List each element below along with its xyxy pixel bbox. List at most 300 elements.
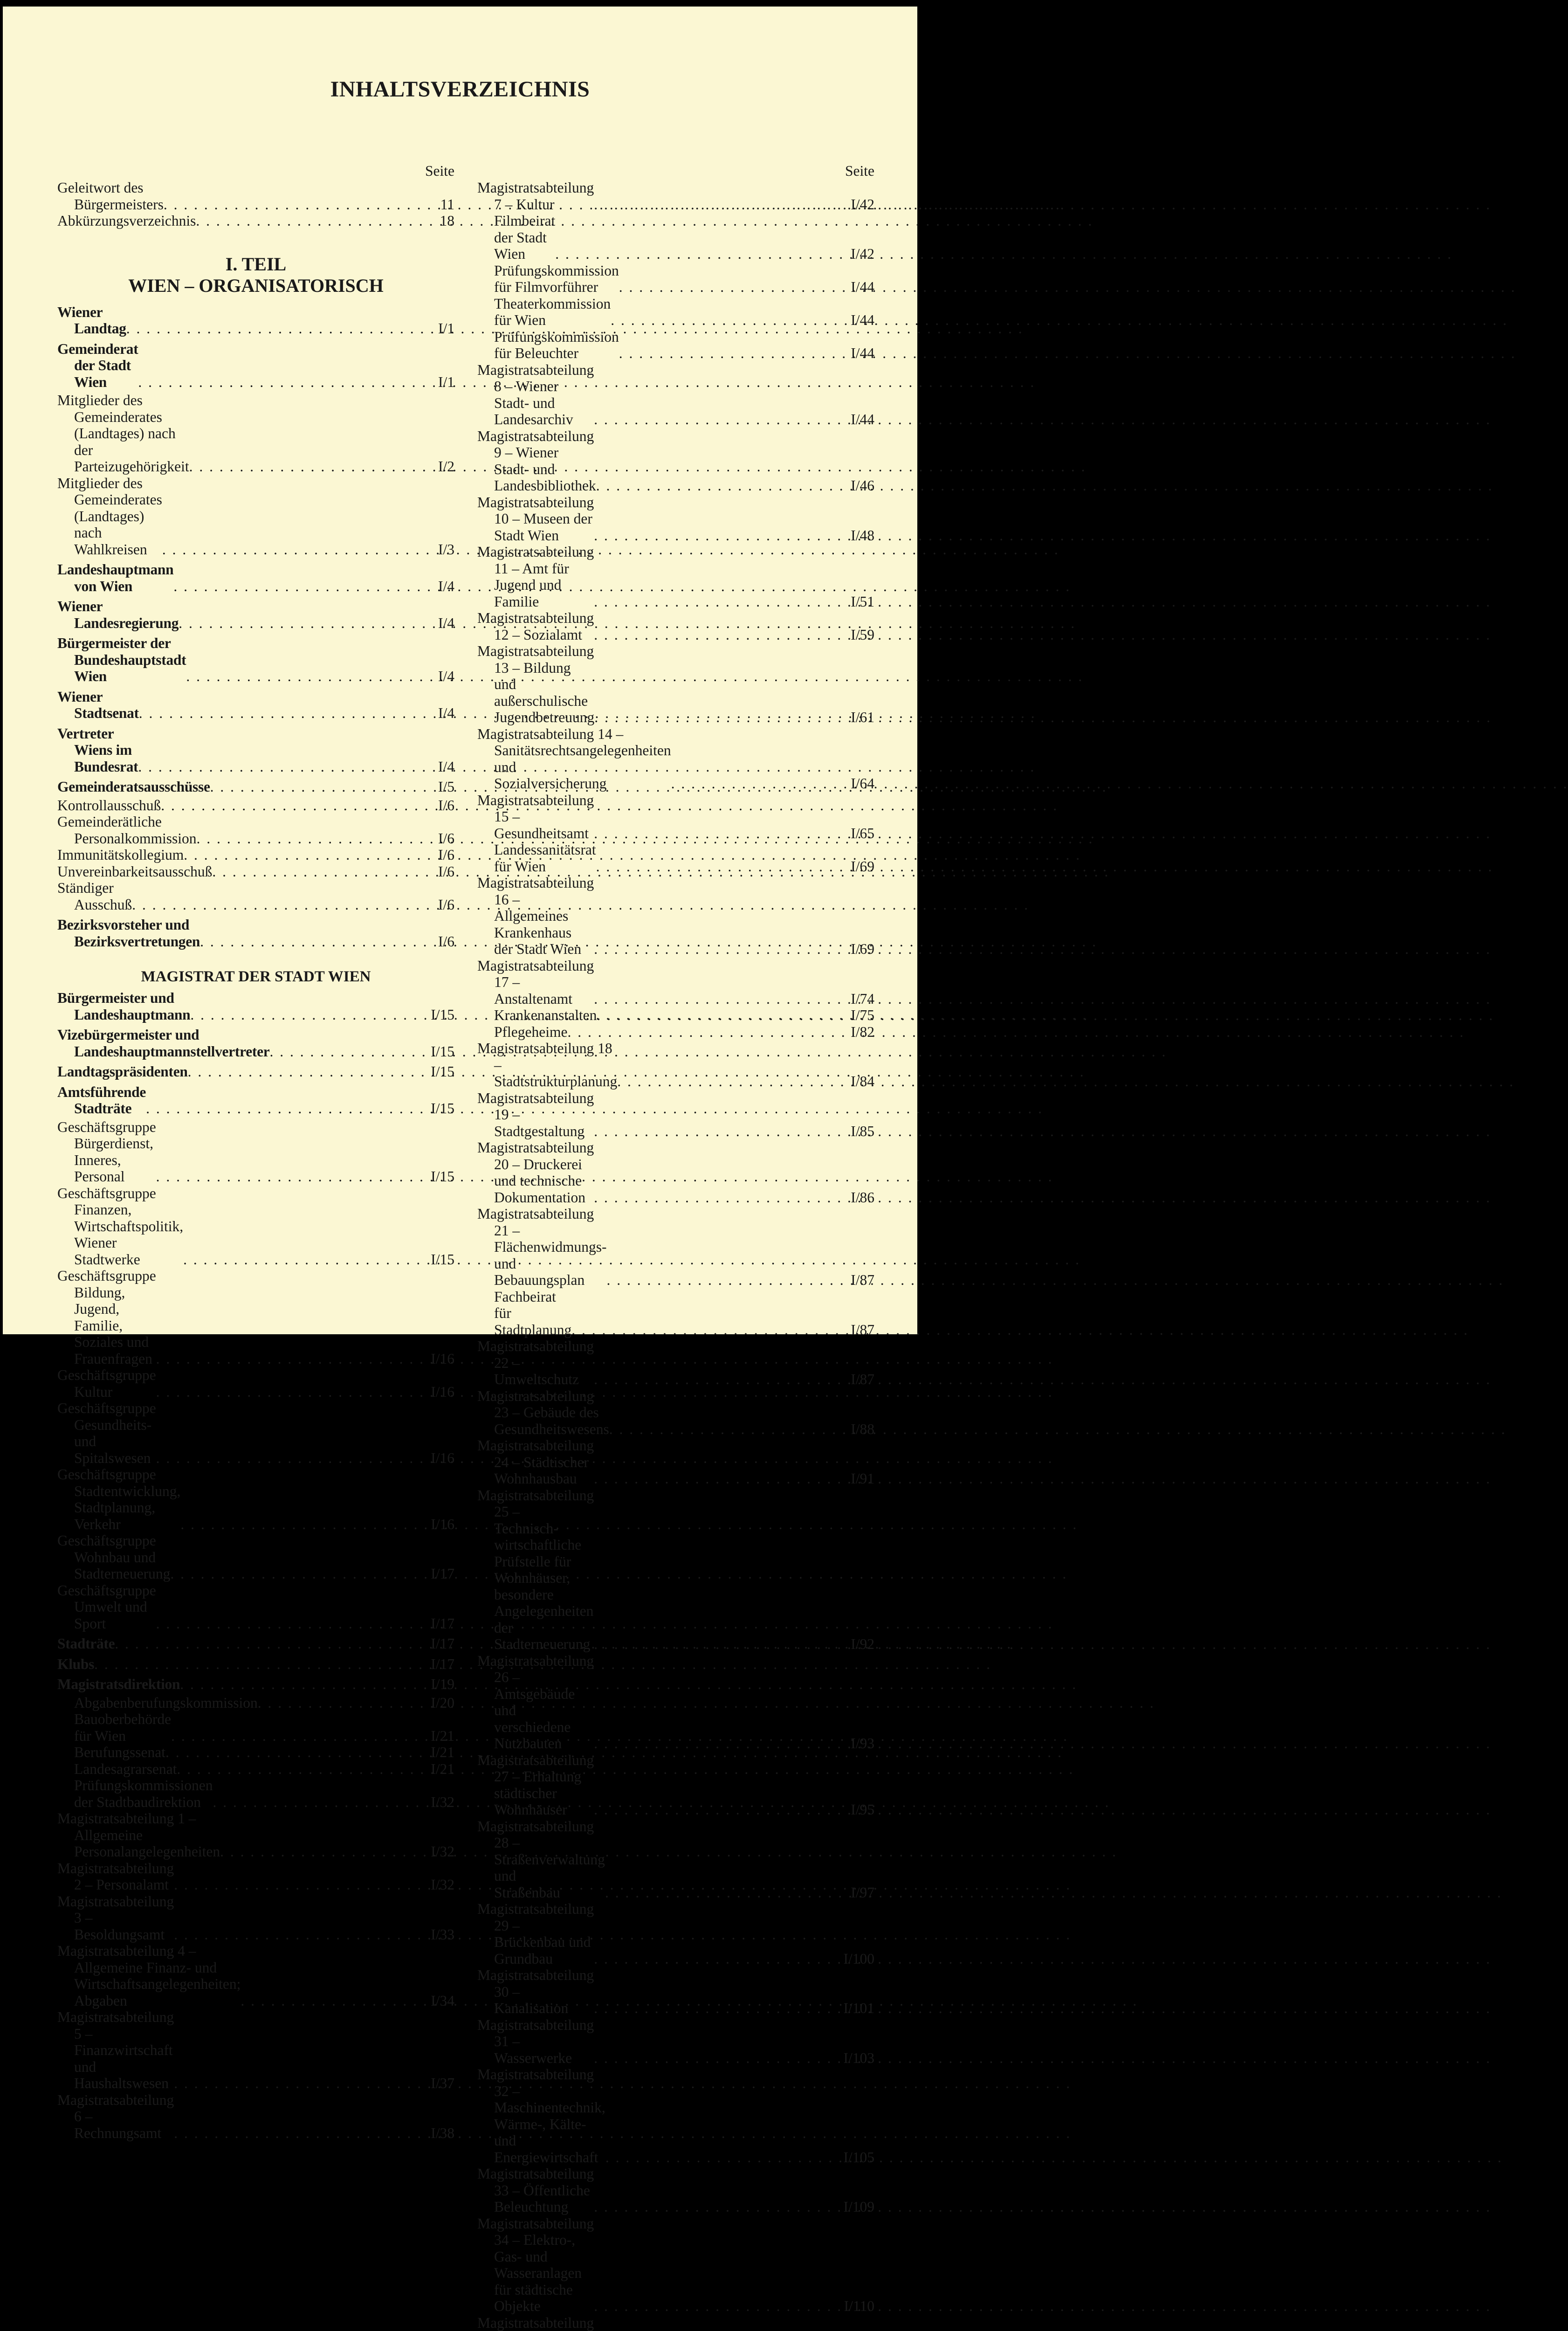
dot-leader xyxy=(594,941,842,958)
dot-leader xyxy=(165,1744,422,1761)
dot-leader xyxy=(619,279,842,296)
toc-entry-title: Berufungssenat xyxy=(57,1744,165,1761)
toc-entry-title: Bauoberbehörde für Wien xyxy=(57,1711,171,1744)
dot-leader xyxy=(241,1993,422,2009)
dot-leader xyxy=(173,578,422,595)
toc-entry-title: Krankenanstalten xyxy=(477,1007,597,1024)
dot-leader xyxy=(161,797,422,814)
toc-entry-page: I/92 xyxy=(842,1636,874,1653)
toc-entry-page: I/93 xyxy=(842,1735,874,1752)
toc-entry-title: Bezirksvorsteher und Bezirksvertretungen xyxy=(57,917,200,950)
dot-leader xyxy=(174,2125,422,2142)
toc-left-column xyxy=(57,163,454,2141)
toc-entry-page: I/69 xyxy=(842,941,874,958)
seite-header: Seite xyxy=(57,163,454,179)
dot-leader xyxy=(606,1272,842,1289)
dot-leader xyxy=(594,593,842,610)
section-title-magistrat: MAGISTRAT DER STADT WIEN xyxy=(57,967,454,986)
dot-leader xyxy=(174,1926,422,1943)
toc-intro-list xyxy=(57,179,454,229)
toc-entry xyxy=(57,1744,454,1761)
toc-entry-page: I/91 xyxy=(842,1470,874,1487)
toc-entry xyxy=(57,2092,454,2142)
toc-entry-page: I/37 xyxy=(422,2075,454,2092)
toc-entry-page: I/32 xyxy=(422,1843,454,1860)
dot-leader xyxy=(594,1951,842,1967)
toc-entry-page: I/16 xyxy=(422,1450,454,1467)
toc-entry xyxy=(477,1437,874,1487)
toc-entry xyxy=(57,598,454,631)
toc-entry-title: Landeshauptmann von Wien xyxy=(57,561,173,594)
toc-entry-page: I/4 xyxy=(422,705,454,722)
dot-leader xyxy=(594,411,842,428)
toc-entry xyxy=(477,1040,874,1090)
dot-leader xyxy=(594,2050,842,2067)
dot-leader xyxy=(180,1516,422,1533)
dot-leader xyxy=(594,1735,842,1752)
dot-leader xyxy=(269,1043,422,1060)
toc-entry-page: I/103 xyxy=(842,2050,874,2067)
toc-entry-page: 11 xyxy=(422,196,454,213)
dot-leader xyxy=(258,1695,422,1711)
dot-leader xyxy=(164,196,422,213)
toc-entry-title: Wiener Landesregierung xyxy=(57,598,179,631)
toc-entry-title: Magistratsabteilung 3 – Besoldungsamt xyxy=(57,1893,174,1943)
toc-entry-title: Magistratsabteilung 25 – Technisch-wirtschaftliche Prüfstelle für Wohnhäuser, besondere Angelegenheiten der Stadterneuerung xyxy=(477,1487,594,1653)
toc-entry xyxy=(477,958,874,1007)
toc-entry-title: Magistratsabteilung 29 – Brückenbau und Grundbau xyxy=(477,1901,594,1967)
dot-leader xyxy=(596,477,842,494)
dot-leader xyxy=(138,374,422,391)
dot-leader xyxy=(611,312,842,329)
toc-entry-page: I/44 xyxy=(842,345,874,362)
toc-entry-title: Ständiger Ausschuß xyxy=(57,880,132,913)
toc-entry-title: Magistratsabteilung 18 – Stadtstrukturplanung xyxy=(477,1040,617,1090)
toc-entry-page: I/21 xyxy=(422,1761,454,1778)
toc-entry xyxy=(57,1761,454,1778)
toc-entry-title: Magistratsabteilung 6 – Rechnungsamt xyxy=(57,2092,174,2142)
toc-entry-page: I/4 xyxy=(422,615,454,632)
dot-leader xyxy=(596,858,842,875)
toc-entry-page: I/20 xyxy=(422,1695,454,1711)
toc-entry-title: Magistratsabteilung xyxy=(477,2315,594,2331)
toc-entry-title: Prüfungskommission für Filmvorführer xyxy=(477,262,619,296)
toc-entry-title: Magistratsabteilung 32 – Maschinentechnik, Wärme-, Kälte- und Energiewirtschaft xyxy=(477,2066,605,2165)
toc-entry-title: Geleitwort des Bürgermeisters xyxy=(57,179,164,213)
toc-entry xyxy=(57,990,454,1023)
toc-entry-title: Magistratsabteilung 23 – Gebäude des Gesundheitswesens xyxy=(477,1388,609,1438)
toc-entry-title: Landessanitätsrat für Wien xyxy=(477,841,596,875)
toc-entry-page: I/87 xyxy=(842,1322,874,1338)
dot-leader xyxy=(594,2199,842,2215)
toc-entry-page: I/16 xyxy=(422,1384,454,1400)
toc-entry-title: Geschäftsgruppe Kultur xyxy=(57,1367,156,1400)
dot-leader xyxy=(594,709,842,726)
toc-entry-title: Magistratsabteilung 30 – Kanalisation xyxy=(477,1967,594,2017)
dot-leader xyxy=(594,527,842,544)
toc-entry xyxy=(57,797,454,814)
toc-entry xyxy=(57,880,454,913)
toc-entry-page: I/17 xyxy=(422,1656,454,1673)
toc-entry-page: I/34 xyxy=(422,1993,454,2009)
toc-entry-title: Unvereinbarkeitsausschuß xyxy=(57,863,212,880)
dot-leader xyxy=(132,897,422,913)
toc-entry-page: I/1 xyxy=(422,374,454,391)
dot-leader xyxy=(146,1100,422,1117)
toc-entry-page: I/109 xyxy=(842,2199,874,2215)
toc-entry xyxy=(57,475,454,558)
dot-leader xyxy=(210,779,422,795)
dot-leader xyxy=(156,1168,422,1185)
dot-leader xyxy=(555,246,842,262)
toc-entry xyxy=(477,179,874,213)
toc-entry xyxy=(477,2066,874,2165)
toc-entry-title: Bürgermeister und Landeshauptmann xyxy=(57,990,190,1023)
toc-entry-title: Magistratsabteilung 21 – Flächenwidmungs- und Bebauungsplan xyxy=(477,1206,606,1289)
toc-entry-title: Magistratsabteilung 26 – Amtsgebäude und verschiedene Nutzbauten xyxy=(477,1653,594,1752)
toc-entry-page: I/48 xyxy=(842,527,874,544)
toc-entry-page: I/82 xyxy=(842,1024,874,1041)
toc-entry-page: I/16 xyxy=(422,1516,454,1533)
toc-entry-page: I/4 xyxy=(422,668,454,685)
toc-entry-page: I/42 xyxy=(842,246,874,262)
toc-entry-title: Magistratsabteilung 34 – Elektro-, Gas- und Wasseranlagen für städtische Objekte xyxy=(477,2215,594,2315)
toc-entry-title: Theaterkommission für Wien xyxy=(477,296,611,329)
toc-entry xyxy=(477,1967,874,2017)
toc-entry-page: I/51 xyxy=(842,593,874,610)
toc-entry xyxy=(477,875,874,958)
toc-entry xyxy=(57,1810,454,1860)
toc-entry-title: Magistratsabteilung 8 – Wiener Stadt- und Landesarchiv xyxy=(477,362,594,428)
dot-leader xyxy=(188,1063,422,1080)
dot-leader xyxy=(212,863,422,880)
dot-leader xyxy=(170,1565,422,1582)
dot-leader xyxy=(156,1615,422,1632)
toc-entry-page: I/100 xyxy=(842,1951,874,1967)
toc-entry-page: I/6 xyxy=(422,830,454,847)
toc-entry xyxy=(57,725,454,775)
toc-entry-title: Stadträte xyxy=(57,1635,115,1652)
toc-entry xyxy=(57,1367,454,1400)
toc-entry xyxy=(477,1752,874,1818)
toc-entry xyxy=(57,1777,454,1810)
toc-entry-title: Mitglieder des Gemeinderates (Landtages) nach der Parteizugehörigkeit xyxy=(57,392,189,475)
dot-leader xyxy=(190,1007,422,1023)
dot-leader xyxy=(174,1876,422,1893)
toc-entry xyxy=(477,544,874,610)
page-title: INHALTSVERZEICHNIS xyxy=(3,76,917,102)
toc-entry xyxy=(57,341,454,391)
toc-entry-title: Magistratsabteilung 12 – Sozialamt xyxy=(477,610,594,643)
toc-entry-title: Geschäftsgruppe Bildung, Jugend, Familie, Soziales und Frauenfragen xyxy=(57,1268,156,1367)
dot-leader xyxy=(594,1801,842,1818)
toc-entry xyxy=(57,1268,454,1367)
toc-entry xyxy=(57,213,454,229)
dot-leader xyxy=(196,213,422,229)
dot-leader xyxy=(567,1024,842,1041)
toc-entry-page: I/32 xyxy=(422,1876,454,1893)
toc-entry xyxy=(477,2215,874,2315)
toc-entry-page: I/32 xyxy=(422,1794,454,1811)
document-page xyxy=(3,7,917,1334)
dot-leader xyxy=(594,1470,842,1487)
toc-entry xyxy=(477,726,874,792)
dot-leader xyxy=(156,1450,422,1467)
toc-entry-title: Magistratsabteilung 28 – Straßenverwaltung und Straßenbau xyxy=(477,1818,605,1901)
toc-entry xyxy=(57,1711,454,1744)
dot-leader xyxy=(184,847,422,863)
toc-entry xyxy=(57,1943,454,2009)
toc-entry xyxy=(477,2165,874,2215)
toc-entry xyxy=(57,1695,454,1711)
dot-leader xyxy=(171,1728,422,1745)
toc-entry xyxy=(477,262,874,296)
toc-entry-page: I/15 xyxy=(422,1168,454,1185)
toc-entry xyxy=(477,213,874,262)
toc-entry-title: Abkürzungsverzeichnis xyxy=(57,213,196,229)
dot-leader xyxy=(183,1251,422,1268)
toc-entry-title: Mitglieder des Gemeinderates (Landtages) nach Wahlkreisen xyxy=(57,475,162,558)
toc-entry-title: Magistratsabteilung 5 – Finanzwirtschaft und Haushaltswesen xyxy=(57,2009,174,2092)
toc-entry-title: Bürgermeister der Bundeshauptstadt Wien xyxy=(57,635,186,685)
toc-entry-title: Magistratsdirektion xyxy=(57,1676,180,1693)
toc-entry-title: Abgabenberufungskommission xyxy=(57,1695,258,1711)
toc-entry-page: I/33 xyxy=(422,1926,454,1943)
dot-leader xyxy=(594,1371,842,1388)
toc-entry-page: I/17 xyxy=(422,1615,454,1632)
toc-entry-title: Landesagrarsenat xyxy=(57,1761,177,1778)
toc-entry-title: Magistratsabteilung 1 – Allgemeine Personalangelegenheiten xyxy=(57,1810,220,1860)
toc-entry-page: 18 xyxy=(422,213,454,229)
dot-leader xyxy=(197,830,422,847)
toc-entry xyxy=(477,428,874,494)
toc-entry-page: I/3 xyxy=(422,541,454,558)
part-title: I. TEIL xyxy=(57,255,454,274)
dot-leader xyxy=(162,541,422,558)
toc-entry xyxy=(477,1090,874,1140)
part-subtitle: WIEN – ORGANISATORISCH xyxy=(57,274,454,297)
toc-entry-title: Magistratsabteilung 27 – Erhaltung städtischer Wohnhäuser xyxy=(477,1752,594,1818)
toc-entry xyxy=(477,1901,874,1967)
toc-entry-title: Geschäftsgruppe Gesundheits- und Spitalswesen xyxy=(57,1400,156,1466)
dot-leader xyxy=(186,668,422,685)
dot-leader xyxy=(619,345,842,362)
toc-entry-page: I/4 xyxy=(422,759,454,775)
toc-entry xyxy=(57,1084,454,1117)
dot-leader xyxy=(617,1073,842,1090)
toc-entry-page: I/38 xyxy=(422,2125,454,2142)
toc-entry xyxy=(477,1024,874,1041)
toc-entry-page: I/15 xyxy=(422,1251,454,1268)
toc-entry-page: I/16 xyxy=(422,1351,454,1367)
toc-entry-page: I/6 xyxy=(422,847,454,863)
toc-entry-title: Pflegeheime xyxy=(477,1024,567,1041)
toc-entry xyxy=(477,2315,874,2331)
toc-entry xyxy=(477,643,874,726)
dot-leader xyxy=(594,1123,842,1140)
dot-leader xyxy=(174,2075,422,2092)
toc-entry xyxy=(477,841,874,875)
toc-entry-page: I/6 xyxy=(422,933,454,950)
toc-entry xyxy=(57,1582,454,1632)
toc-entry xyxy=(477,296,874,329)
dot-leader xyxy=(597,1007,842,1024)
dot-leader xyxy=(177,1761,422,1778)
toc-entry-title: Magistratsabteilung 2 – Personalamt xyxy=(57,1860,174,1893)
dot-leader xyxy=(594,1189,842,1206)
toc-entry xyxy=(57,392,454,475)
toc-entry-title: Prüfungskommissionen der Stadtbaudirektion xyxy=(57,1777,213,1810)
toc-entry-title: Magistratsabteilung 31 – Wasserwerke xyxy=(477,2017,594,2067)
toc-entry-page: I/85 xyxy=(842,1123,874,1140)
toc-entry-title: Filmbeirat der Stadt Wien xyxy=(477,213,555,262)
dot-leader xyxy=(671,775,842,792)
toc-entry xyxy=(57,635,454,685)
toc-entry-page: I/44 xyxy=(842,312,874,329)
toc-entry xyxy=(57,1027,454,1060)
toc-entry-page: I/17 xyxy=(422,1565,454,1582)
toc-entry-title: Magistratsabteilung 14 – Sanitätsrechtsangelegenheiten und Sozialversicherung xyxy=(477,726,671,792)
toc-entry xyxy=(57,2009,454,2092)
toc-entry-page: I/87 xyxy=(842,1371,874,1388)
toc-entry-page: I/75 xyxy=(842,1007,874,1024)
toc-entry-title: Fachbeirat für Stadtplanung xyxy=(477,1289,571,1338)
toc-entry xyxy=(57,779,454,795)
dot-leader xyxy=(156,1384,422,1400)
toc-entry-title: Vizebürgermeister und Landeshauptmannstellvertreter xyxy=(57,1027,269,1060)
toc-entry xyxy=(57,1119,454,1185)
toc-entry xyxy=(57,1893,454,1943)
toc-entry-page: I/84 xyxy=(842,1073,874,1090)
toc-entry-title: Gemeinderat der Stadt Wien xyxy=(57,341,138,391)
dot-leader xyxy=(594,1636,842,1653)
dot-leader xyxy=(138,759,422,775)
toc-entry-title: Vertreter Wiens im Bundesrat xyxy=(57,725,138,775)
toc-entry-page: I/59 xyxy=(842,627,874,643)
dot-leader xyxy=(605,1884,842,1901)
dot-leader xyxy=(115,1635,422,1652)
toc-entry-page: I/87 xyxy=(842,1272,874,1289)
toc-entry xyxy=(57,1656,454,1673)
toc-entry-title: Geschäftsgruppe Umwelt und Sport xyxy=(57,1582,156,1632)
toc-entry-page: I/65 xyxy=(842,825,874,842)
toc-entry xyxy=(477,1007,874,1024)
toc-entry-page: I/6 xyxy=(422,797,454,814)
toc-entry xyxy=(477,1818,874,1901)
dot-leader xyxy=(139,705,422,722)
toc-entry-page: I/17 xyxy=(422,1635,454,1652)
toc-entry-title: Magistratsabteilung 22 – Umweltschutz xyxy=(477,1338,594,1388)
toc-entry-page: I/88 xyxy=(842,1421,874,1438)
toc-entry xyxy=(57,1532,454,1582)
toc-entry-page: I/101 xyxy=(842,2000,874,2017)
dot-leader xyxy=(594,196,842,213)
dot-leader xyxy=(180,1676,422,1693)
toc-entry-page: I/15 xyxy=(422,1063,454,1080)
toc-entry xyxy=(57,1063,454,1080)
toc-entry-page: I/1 xyxy=(422,320,454,337)
toc-entry-page: I/15 xyxy=(422,1100,454,1117)
seite-header: Seite xyxy=(477,163,874,179)
dot-leader xyxy=(220,1843,422,1860)
dot-leader xyxy=(594,825,842,842)
toc-entry xyxy=(477,1206,874,1289)
toc-entry xyxy=(477,1338,874,1388)
toc-entry xyxy=(57,561,454,594)
toc-entry-title: Magistratsabteilung 20 – Druckerei und technische Dokumentation xyxy=(477,1139,594,1206)
dot-leader xyxy=(189,458,422,475)
toc-entry-title: Landtagspräsidenten xyxy=(57,1063,188,1080)
dot-leader xyxy=(213,1794,422,1811)
toc-entry-title: Geschäftsgruppe Wohnbau und Stadterneuerung xyxy=(57,1532,170,1582)
toc-entry-title: Geschäftsgruppe Finanzen, Wirtschaftspolitik, Wiener Stadtwerke xyxy=(57,1185,183,1268)
toc-entry xyxy=(57,1676,454,1693)
toc-entry-page: I/5 xyxy=(422,779,454,795)
toc-entry-title: Magistratsabteilung 4 – Allgemeine Finanz- und Wirtschaftsangelegenheiten; Abgaben xyxy=(57,1943,241,2009)
toc-entry-page: I/42 xyxy=(842,196,874,213)
toc-entry xyxy=(477,1653,874,1752)
dot-leader xyxy=(179,615,422,632)
dot-leader xyxy=(94,1656,422,1673)
toc-entry xyxy=(57,917,454,950)
toc-entry-title: Magistratsabteilung 19 – Stadtgestaltung xyxy=(477,1090,594,1140)
toc-entry-page: I/4 xyxy=(422,578,454,595)
toc-entry-title: Wiener Landtag xyxy=(57,304,126,337)
toc-entry xyxy=(477,362,874,428)
toc-entry-title: Magistratsabteilung 11 – Amt für Jugend und Familie xyxy=(477,544,594,610)
toc-entry xyxy=(477,1487,874,1653)
toc-entry-page: I/6 xyxy=(422,863,454,880)
dot-leader xyxy=(609,1421,842,1438)
toc-entry xyxy=(477,494,874,544)
toc-entry xyxy=(57,1466,454,1532)
toc-entry xyxy=(57,1860,454,1893)
toc-entry xyxy=(57,847,454,863)
toc-entry-title: Magistratsabteilung 13 – Bildung und außerschulische Jugendbetreuung xyxy=(477,643,594,726)
toc-entry xyxy=(57,1185,454,1268)
toc-entry-title: Magistratsabteilung 9 – Wiener Stadt- und Landesbibliothek xyxy=(477,428,596,494)
toc-entry-page: I/105 xyxy=(842,2149,874,2166)
toc-entry-page: I/6 xyxy=(422,897,454,913)
dot-leader xyxy=(594,627,842,643)
toc-right-column xyxy=(477,163,874,2331)
toc-entry-title: Prüfungskommission für Beleuchter xyxy=(477,329,619,362)
toc-entry-title: Magistratsabteilung 10 – Museen der Stadt Wien xyxy=(477,494,594,544)
toc-entry-page: I/21 xyxy=(422,1728,454,1745)
toc-entry-title: Magistratsabteilung 7 – Kultur xyxy=(477,179,594,213)
toc-entry-title: Geschäftsgruppe Bürgerdienst, Inneres, Personal xyxy=(57,1119,156,1185)
toc-entry xyxy=(477,1289,874,1338)
toc-entry-title: Immunitätskollegium xyxy=(57,847,184,863)
toc-entry xyxy=(57,814,454,847)
toc-entry-page: I/2 xyxy=(422,458,454,475)
toc-entry-title: Gemeinderätliche Personalkommission xyxy=(57,814,197,847)
toc-entry-title: Gemeinderatsausschüsse xyxy=(57,779,210,795)
toc-entry xyxy=(477,610,874,643)
toc-entry-page: I/15 xyxy=(422,1043,454,1060)
toc-entry-page: I/46 xyxy=(842,477,874,494)
toc-entry-title: Magistratsabteilung 16 – Allgemeines Krankenhaus der Stadt Wien xyxy=(477,875,594,958)
toc-entry xyxy=(57,689,454,722)
toc-entry-title: Geschäftsgruppe Stadtentwicklung, Stadtplanung, Verkehr xyxy=(57,1466,180,1532)
toc-entry xyxy=(477,2017,874,2067)
toc-entry-title: Magistratsabteilung 33 – Öffentliche Beleuchtung xyxy=(477,2165,594,2215)
toc-entry-title: Klubs xyxy=(57,1656,94,1673)
toc-entry-title: Magistratsabteilung 15 – Gesundheitsamt xyxy=(477,792,594,842)
dot-leader xyxy=(200,933,422,950)
toc-entry-page: I/110 xyxy=(842,2298,874,2315)
toc-right-list xyxy=(477,179,874,2331)
